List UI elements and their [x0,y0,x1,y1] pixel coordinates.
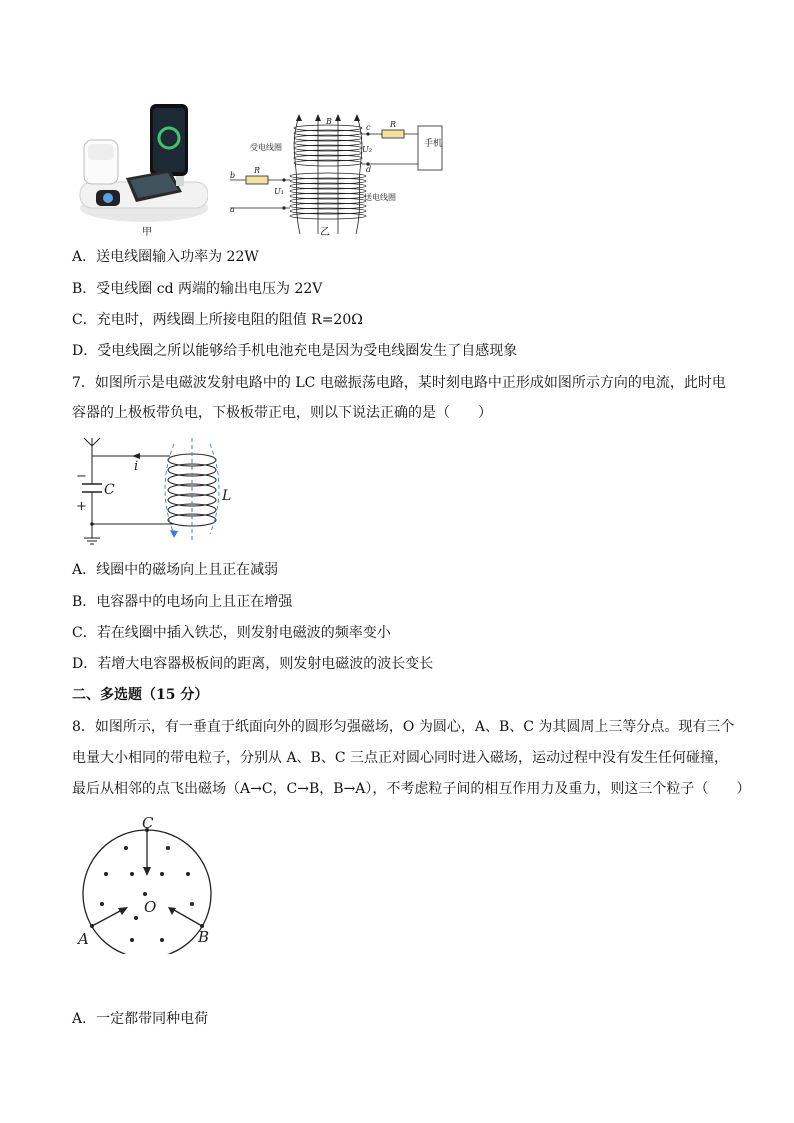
lc-circuit-diagram [74,434,244,550]
label-phone: 手机 [424,139,443,149]
coil-diagram [226,112,448,240]
q7-option-a: A．线圈中的磁场向上且正在减弱 [72,562,279,578]
q7-stem-line2: 容器的上极板带负电，下极板带正电，则以下说法正确的是（ ） [72,405,492,421]
label-point-B: B [198,928,210,946]
q7-option-d: D．若增大电容器极板间的距离，则发射电磁波的波长变长 [72,656,434,672]
diagram-caption: 乙 [320,227,330,238]
magnetic-field-circle-diagram [74,812,224,954]
label-R-bottom: R [254,166,261,175]
label-point-O: O [144,898,157,916]
photo-caption: 甲 [142,227,152,238]
q8-option-a: A．一定都带同种电荷 [72,1011,209,1027]
label-L: L [222,488,232,504]
q8-stem-line2: 电量大小相同的带电粒子，分别从 A、B、C 三点正对圆心同时进入磁场，运动过程中没有发生任何碰撞， [72,750,729,766]
label-c: c [366,123,371,132]
q6-option-d: D．受电线圈之所以能够给手机电池充电是因为受电线圈发生了自感现象 [72,343,518,359]
q6-option-b: B．受电线圈 cd 两端的输出电压为 22V [72,281,323,297]
label-a: a [230,205,235,214]
label-point-C: C [142,814,154,832]
label-U2: U₂ [362,145,372,154]
label-b: b [230,171,236,180]
label-d: d [366,165,372,174]
label-B: B [326,117,332,126]
label-i: i [134,459,139,474]
label-minus: − [76,469,87,484]
q6-option-c: C．充电时，两线圈上所接电阻的阻值 R=20Ω [72,312,363,328]
section-heading-multiple-choice: 二、多选题（15 分） [72,687,209,703]
label-C-capacitor: C [104,482,115,498]
label-send-coil: 送电线圈 [364,193,396,202]
q7-option-b: B．电容器中的电场向上且正在增强 [72,594,293,610]
q7-option-c: C．若在线圈中插入铁芯，则发射电磁波的频率变小 [72,625,391,641]
q8-stem-line1: 8．如图所示，有一垂直于纸面向外的圆形匀强磁场，O 为圆心，A、B、C 为其圆周上三等分点。现有三个 [72,719,735,735]
q7-stem-line1: 7．如图所示是电磁波发射电路中的 LC 电磁振荡电路，某时刻电路中正形成如图所示方向的电流，此时电 [72,375,726,391]
q8-stem-line3: 最后从相邻的点飞出磁场（A→C，C→B，B→A），不考虑粒子间的相互作用力及重力，则这三个粒子（ ） [72,781,751,797]
label-U1: U₁ [274,187,284,196]
label-receive-coil: 受电线圈 [250,143,282,152]
q6-option-a: A．送电线圈输入功率为 22W [72,249,259,265]
label-plus: + [76,499,87,514]
label-R-top: R [390,120,397,129]
charger-photo [74,100,208,240]
label-point-A: A [78,930,89,948]
